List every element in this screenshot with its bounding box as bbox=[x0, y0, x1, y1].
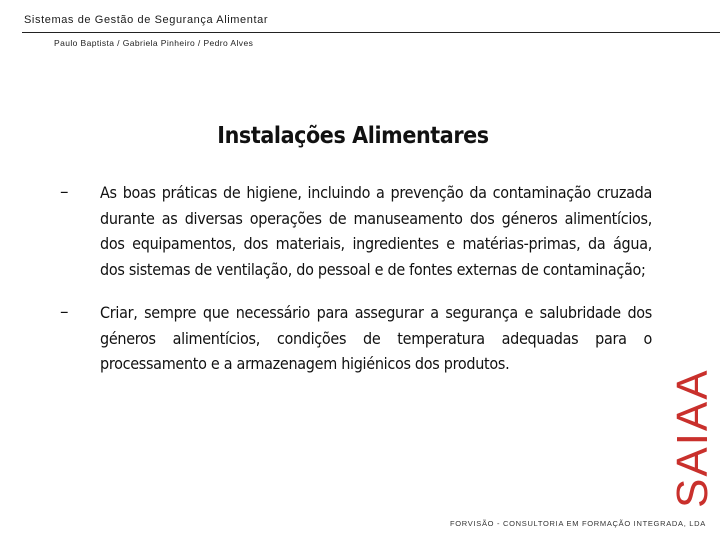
header-authors: Paulo Baptista / Gabriela Pinheiro / Pedro Alves bbox=[54, 38, 254, 48]
footer-company: FORVISÃO - CONSULTORIA EM FORMAÇÃO INTEGRADA, LDA bbox=[449, 519, 706, 528]
bullet-text: As boas práticas de higiene, incluindo a prevenção da contaminação cruzada durante as diversas operações de manuseamento dos géneros alimentícios, dos equipamentos, dos materiais, ingredientes e matérias-primas, da água, dos sistemas de ventilação, do pessoal e de fontes externas de contaminação; bbox=[100, 183, 652, 279]
dash-bullet-icon: – bbox=[60, 302, 69, 322]
dash-bullet-icon: – bbox=[60, 182, 69, 202]
saiaa-logo-text: SAIAA bbox=[668, 368, 717, 508]
bullet-text: Criar, sempre que necessário para assegurar a segurança e salubridade dos géneros alimentícios, condições de temperatura adequadas para o processamento e a armazenagem higiénicos dos produtos. bbox=[100, 303, 652, 373]
header-divider bbox=[22, 32, 720, 33]
bullet-item bbox=[60, 180, 652, 282]
saiaa-logo-svg bbox=[655, 340, 720, 510]
saiaa-logo bbox=[655, 340, 720, 510]
bullet-item bbox=[60, 300, 652, 377]
bullet-list bbox=[60, 180, 652, 395]
header-title: Sistemas de Gestão de Segurança Alimentar bbox=[24, 14, 269, 26]
slide-header bbox=[0, 0, 720, 60]
slide-title: Instalações Alimentares bbox=[217, 123, 489, 149]
